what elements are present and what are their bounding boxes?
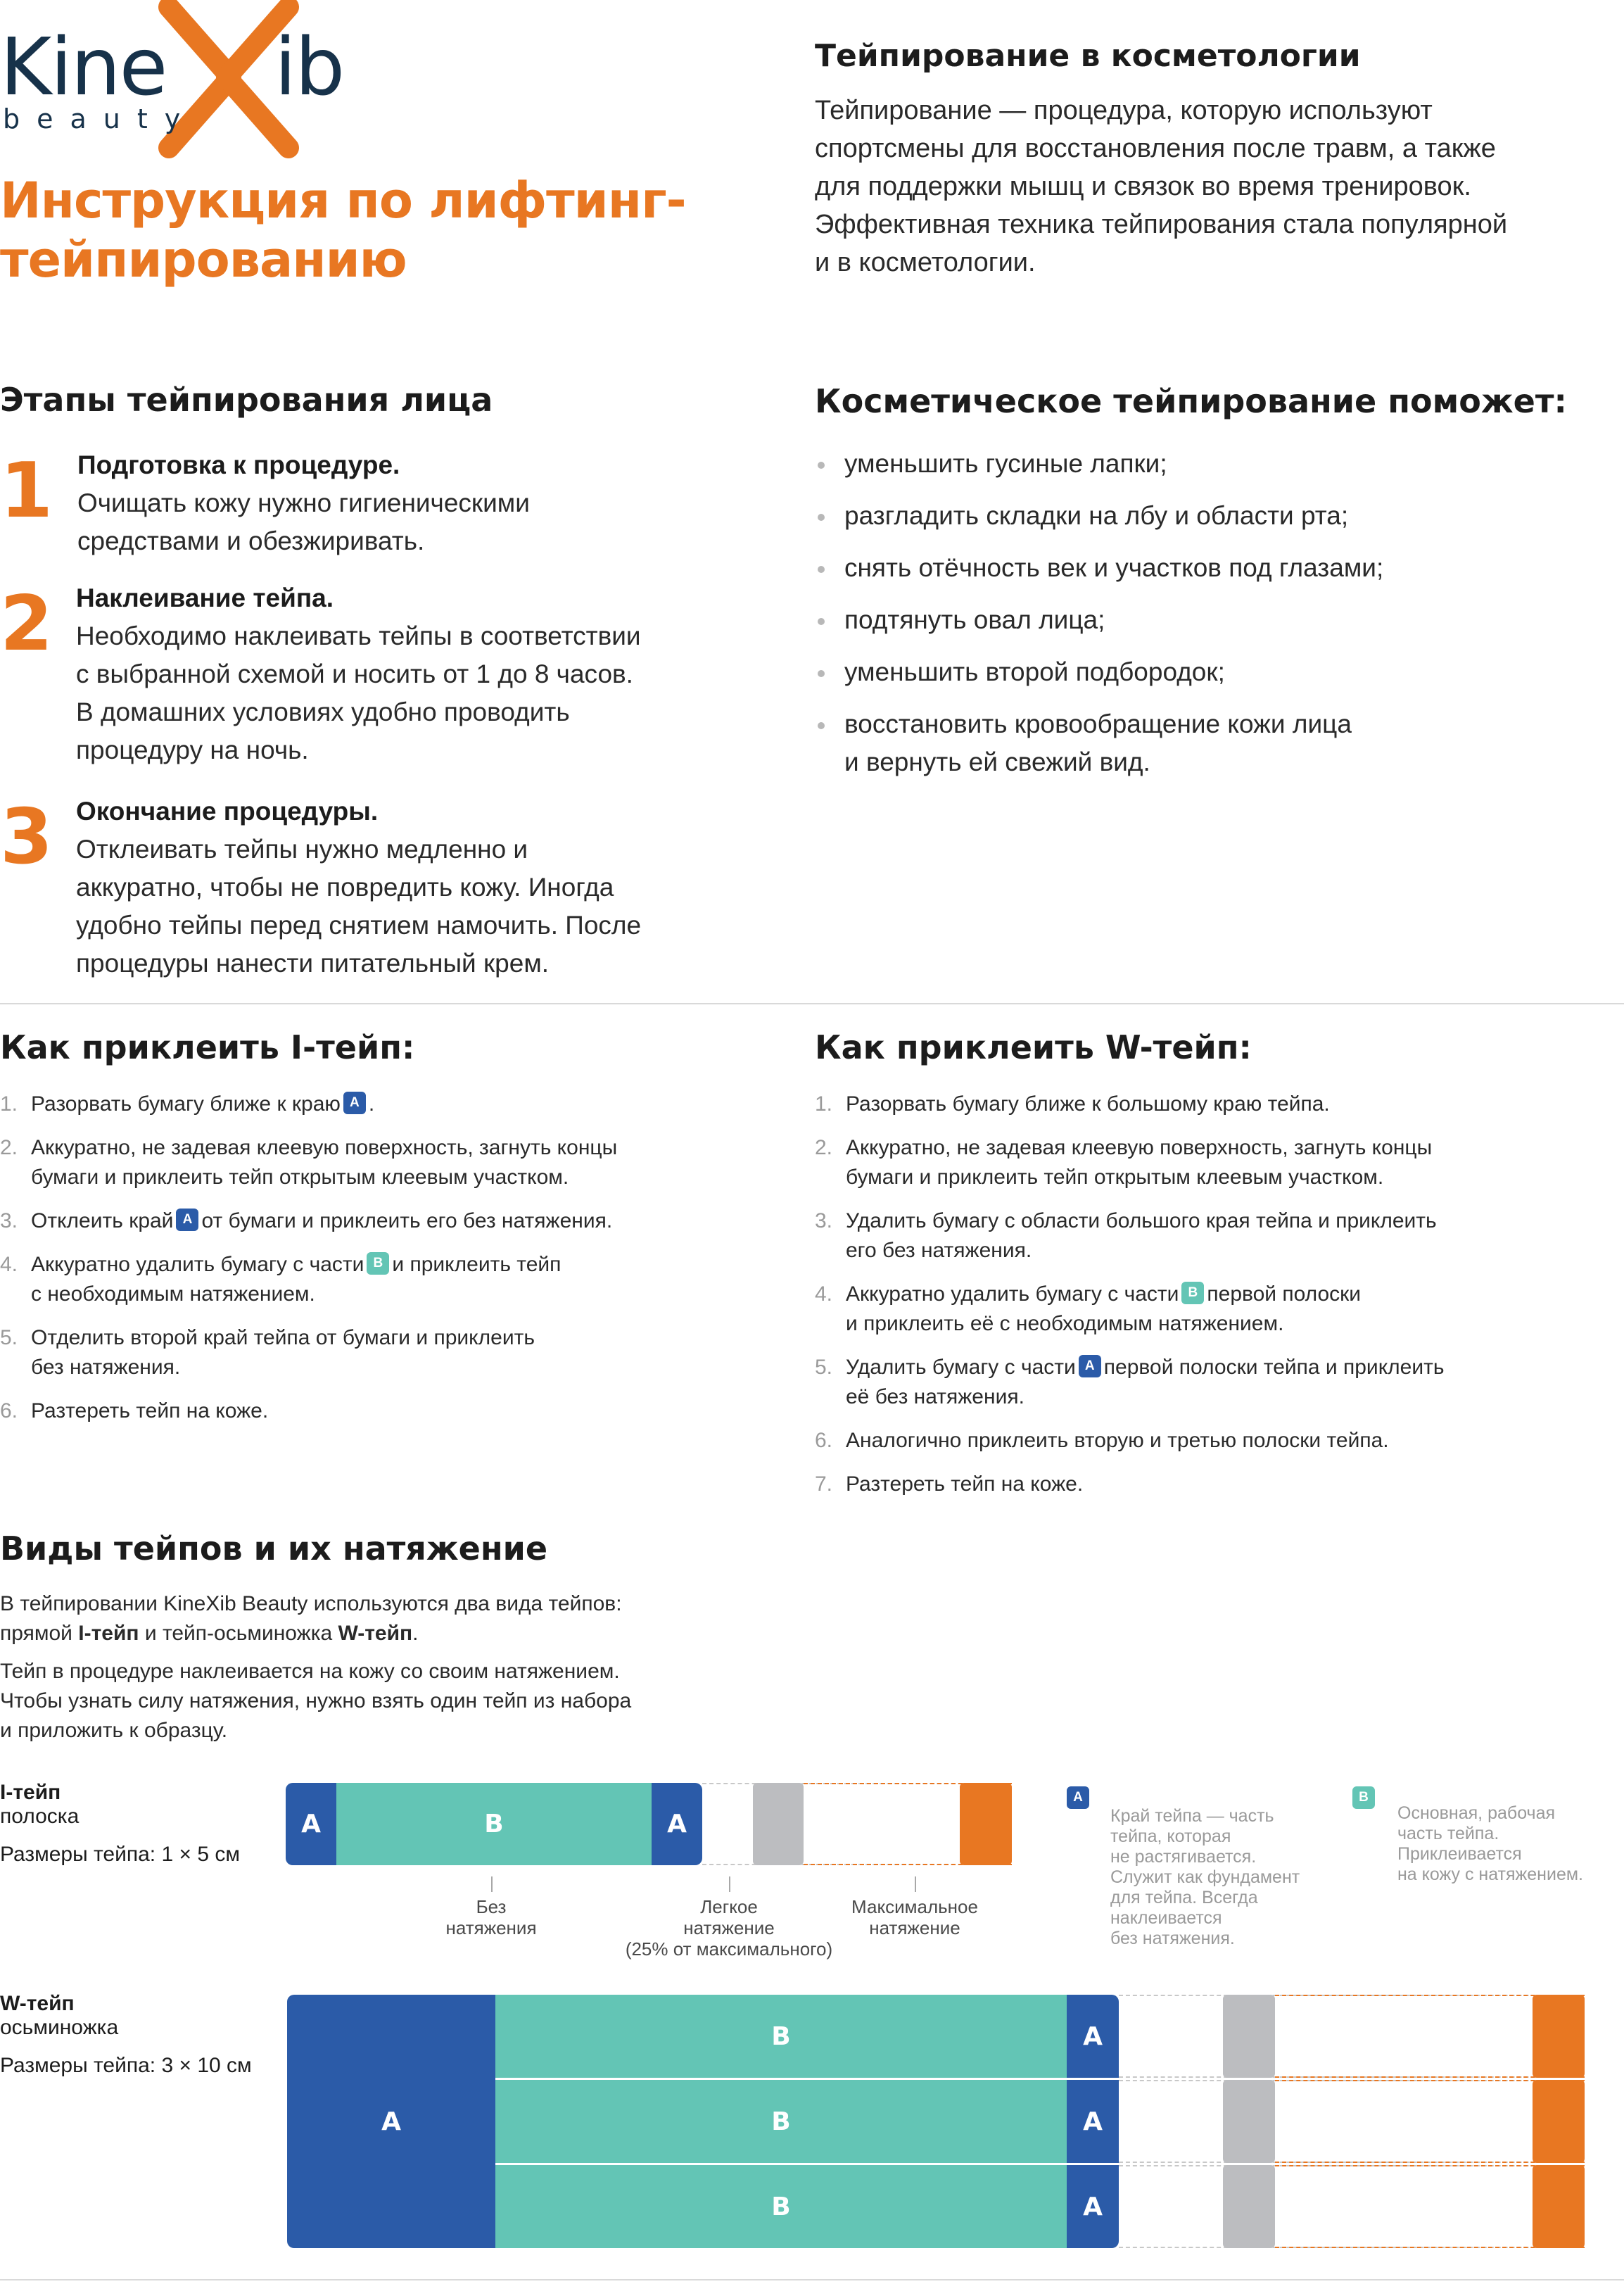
badge-a: A [343, 1092, 366, 1114]
list-item [0, 1396, 774, 1426]
benefits-list [815, 445, 1617, 795]
badge-b: B [1181, 1282, 1204, 1304]
stage-title: Подготовка к процедуре. [77, 450, 400, 479]
step-number: 3. [0, 1209, 18, 1232]
intro-text [815, 92, 1617, 282]
list-item [0, 1133, 774, 1192]
step-text: Разорвать бумагу ближе к краю [31, 1092, 341, 1116]
step-number: 7. [815, 1472, 833, 1496]
list-item [815, 1206, 1617, 1266]
max-tension-marker [1533, 1995, 1585, 2078]
max-tension-marker [1533, 2165, 1585, 2248]
bullet-dot-icon [818, 670, 825, 677]
stage-line: средствами и обезжиривать. [77, 526, 425, 555]
badge-a: A [1079, 1355, 1101, 1377]
stretch-gauge-row [1119, 1995, 1585, 2078]
step-number: 1. [815, 1092, 833, 1116]
legend-a [1067, 1784, 1341, 1949]
step-text: Аккуратно, не задевая клеевую поверхность, загнуть концы [846, 1136, 1433, 1159]
caption-line: Без [476, 1896, 507, 1917]
step-text: Отклеить край [31, 1209, 174, 1232]
step-number: 3. [815, 1209, 833, 1232]
intro-section [815, 37, 1617, 282]
step-number: 6. [815, 1429, 833, 1452]
light-tension-marker [1223, 2165, 1275, 2248]
caption-line: натяжение [869, 1917, 960, 1938]
step-number: 6. [0, 1399, 18, 1422]
step-text: её без натяжения. [846, 1385, 1024, 1408]
types-text: Тейп в процедуре наклеивается на кожу со своим натяжением. [0, 1660, 620, 1683]
w-tape-body [287, 1995, 1119, 2248]
intro-line: и в косметологии. [815, 248, 1036, 277]
max-tension-marker [1533, 2080, 1585, 2163]
legend-line: Приклеивается [1397, 1844, 1522, 1864]
types-paragraph-1 [0, 1589, 774, 1648]
bottom-divider [0, 2279, 1624, 2280]
stage-line: В домашних условиях удобно проводить [76, 698, 570, 726]
step-text: и приклеить тейп [392, 1253, 562, 1276]
caption-light-tension [609, 1896, 849, 1960]
caption-no-tension [421, 1896, 562, 1938]
step-text: Разтереть тейп на коже. [31, 1399, 269, 1422]
step-number: 2. [0, 1136, 18, 1159]
step-number: 5. [815, 1356, 833, 1379]
w-tape-size: Размеры тейпа: 3 × 10 см [0, 2054, 252, 2077]
step-text: и приклеить её с необходимым натяжением. [846, 1312, 1284, 1335]
i-tape-steps [0, 1090, 774, 1440]
badge-a: A [176, 1209, 198, 1231]
intro-line: Тейпирование — процедура, которую используют [815, 96, 1433, 125]
stage-title: Окончание процедуры. [76, 797, 379, 826]
benefit-text: уменьшить второй подбородок; [844, 657, 1225, 686]
legend-line: часть тейпа. [1397, 1824, 1499, 1843]
types-text: В тейпировании KineXib Beauty используются два вида тейпов: [0, 1592, 622, 1615]
step-text: первой полоски [1207, 1282, 1362, 1306]
logo-subtitle: beauty [3, 103, 198, 134]
stage-line: с выбранной схемой и носить от 1 до 8 часов. [76, 660, 633, 688]
badge-b: B [367, 1252, 389, 1275]
max-tension-marker [960, 1783, 1012, 1865]
caption-line: натяжения [445, 1917, 537, 1938]
step-text: Отделить второй край тейпа от бумаги и приклеить [31, 1326, 535, 1349]
legend-line: без натяжения. [1110, 1929, 1235, 1948]
page-title [0, 171, 774, 289]
caption-line: Максимальное [851, 1896, 978, 1917]
caption-line: Легкое [700, 1896, 758, 1917]
stage-line: аккуратно, чтобы не повредить кожу. Иногда [76, 873, 614, 902]
stretch-gauge-row [1119, 2080, 1585, 2163]
list-item [0, 1090, 774, 1119]
step-text: бумаги и приклеить тейп открытым клеевым участком. [846, 1166, 1384, 1189]
step-text: Разорвать бумагу ближе к большому краю тейпа. [846, 1092, 1330, 1116]
stage-title: Наклеивание тейпа. [76, 583, 334, 612]
legend-line: наклеивается [1110, 1908, 1222, 1928]
list-item [815, 549, 1617, 587]
bullet-dot-icon [818, 514, 825, 521]
bullet-dot-icon [818, 722, 825, 729]
step-number: 4. [0, 1253, 18, 1276]
list-item [0, 1250, 774, 1309]
stage-line: Необходимо наклеивать тейпы в соответствии [76, 622, 641, 650]
step-text: от бумаги и приклеить его без натяжения. [201, 1209, 613, 1232]
list-item [815, 705, 1617, 781]
list-item [815, 1280, 1617, 1339]
i-tape-size: Размеры тейпа: 1 × 5 см [0, 1843, 240, 1866]
i-tape-segment-a: A [652, 1783, 702, 1865]
w-tape-subtitle: осьминожка [0, 2016, 119, 2039]
legend-line: Служит как фундамент [1110, 1867, 1300, 1887]
stage-line: Очищать кожу нужно гигиеническими [77, 488, 530, 517]
light-tension-marker [1223, 2080, 1275, 2163]
list-item [0, 1323, 774, 1382]
w-tape-diagram [287, 1995, 1585, 2248]
legend-a-text [1110, 1806, 1341, 1949]
benefit-text: подтянуть овал лица; [844, 605, 1105, 634]
stage-number: 3 [0, 793, 53, 881]
section-divider [0, 1003, 1624, 1004]
types-heading: Виды тейпов и их натяжение [0, 1529, 548, 1567]
step-text: Аккуратно удалить бумагу с части [31, 1253, 364, 1276]
stage-line: процедуры нанести питательный крем. [76, 949, 550, 978]
intro-heading: Тейпирование в косметологии [815, 38, 1361, 74]
step-text: бумаги и приклеить тейп открытым клеевым участком. [31, 1166, 569, 1189]
types-text-bold: I-тейп [78, 1622, 139, 1645]
i-tape-subtitle: полоска [0, 1805, 80, 1828]
stage-line: процедуру на ночь. [76, 736, 309, 764]
types-text: прямой [0, 1622, 79, 1645]
w-tape-steps [815, 1090, 1617, 1513]
w-tape-segment-a: A [1067, 2165, 1119, 2248]
step-text: первой полоски тейпа и приклеить [1103, 1356, 1445, 1379]
step-number: 4. [815, 1282, 833, 1306]
w-tape-heading: Как приклеить W-тейп: [815, 1028, 1252, 1066]
legend-line: не растягивается. [1110, 1847, 1257, 1867]
types-text: и приложить к образцу. [0, 1719, 228, 1742]
list-item [815, 445, 1617, 483]
list-item [815, 601, 1617, 639]
w-tape-segment-b: B [495, 2165, 1067, 2248]
list-item [815, 1133, 1617, 1192]
intro-line: для поддержки мышц и связок во время тренировок. [815, 172, 1471, 201]
stage-number: 1 [0, 447, 53, 535]
step-text: без натяжения. [31, 1356, 181, 1379]
benefit-text: разгладить складки на лбу и области рта; [844, 501, 1349, 530]
intro-line: спортсмены для восстановления после травм, а также [815, 134, 1496, 163]
legend-b-text [1397, 1803, 1620, 1885]
caption-line: (25% от максимального) [625, 1938, 833, 1960]
step-text: с необходимым натяжением. [31, 1282, 315, 1306]
benefit-text: и вернуть ей свежий вид. [844, 747, 1150, 776]
i-tape-body [286, 1783, 702, 1865]
bullet-dot-icon [818, 462, 825, 469]
step-number: 2. [815, 1136, 833, 1159]
light-tension-marker [1223, 1995, 1275, 2078]
step-text: Аккуратно удалить бумагу с части [846, 1282, 1179, 1306]
types-text-bold: W-тейп [338, 1622, 413, 1645]
list-item [0, 1206, 774, 1236]
bullet-dot-icon [818, 566, 825, 573]
legend-line: для тейпа. Всегда [1110, 1888, 1258, 1907]
list-item [815, 1353, 1617, 1412]
step-text: Удалить бумагу с части [846, 1356, 1076, 1379]
stage-line: Отклеивать тейпы нужно медленно и [76, 835, 528, 864]
stage-content [76, 579, 773, 769]
benefit-text: снять отёчность век и участков под глазами; [844, 553, 1384, 582]
page-title-line2: тейпированию [0, 231, 407, 289]
stage-content [77, 446, 774, 560]
legend-line: на кожу с натяжением. [1397, 1865, 1583, 1884]
light-tension-marker [753, 1783, 804, 1865]
step-number: 5. [0, 1326, 18, 1349]
brand-logo [0, 0, 394, 162]
benefits-heading: Косметическое тейпирование поможет: [815, 382, 1567, 420]
i-tape-segment-b: B [336, 1783, 652, 1865]
step-number: 1. [0, 1092, 18, 1116]
list-item [815, 497, 1617, 535]
step-text: . [368, 1092, 375, 1116]
w-tape-segment-a: A [1067, 2080, 1119, 2163]
w-tape-segment-b: B [495, 1995, 1067, 2078]
types-text: . [412, 1622, 419, 1645]
list-item [815, 1426, 1617, 1456]
list-item [815, 1470, 1617, 1499]
legend-line: Основная, рабочая [1397, 1803, 1556, 1823]
benefit-text: уменьшить гусиные лапки; [844, 449, 1167, 478]
tick-light-tension [729, 1876, 730, 1892]
step-text: Аккуратно, не задевая клеевую поверхность, загнуть концы [31, 1136, 618, 1159]
step-text: Аналогично приклеить вторую и третью полоски тейпа. [846, 1429, 1389, 1452]
legend-line: тейпа, которая [1110, 1826, 1231, 1846]
w-tape-segment-b: B [495, 2080, 1067, 2163]
i-tape-diagram [286, 1783, 1012, 1865]
logo-text-right: ib [274, 22, 344, 113]
list-item [815, 653, 1617, 691]
benefit-text: восстановить кровообращение кожи лица [844, 709, 1352, 738]
types-paragraph-2 [0, 1657, 774, 1746]
tick-no-tension [491, 1876, 493, 1892]
stage-number: 2 [0, 580, 53, 668]
badge-a: A [1067, 1786, 1089, 1809]
i-tape-segment-a: A [286, 1783, 336, 1865]
w-tape-segment-a: A [1067, 1995, 1119, 2078]
legend-line: Край тейпа — часть [1110, 1806, 1274, 1826]
intro-line: Эффективная техника тейпирования стала популярной [815, 210, 1508, 239]
stage-content [76, 793, 773, 983]
badge-b: B [1352, 1786, 1375, 1809]
page-title-line1: Инструкция по лифтинг- [0, 172, 686, 229]
list-item [815, 1090, 1617, 1119]
i-tape-labels [0, 1781, 274, 1867]
w-tape-title: W-тейп [0, 1992, 75, 2015]
logo-text-left: Kine [0, 22, 167, 113]
tick-max-tension [915, 1876, 916, 1892]
legend-b [1352, 1781, 1620, 1885]
w-tape-base-a: A [287, 1995, 495, 2248]
bullet-dot-icon [818, 618, 825, 625]
step-text: его без натяжения. [846, 1239, 1032, 1262]
step-text: Удалить бумагу с области большого края тейпа и приклеить [846, 1209, 1437, 1232]
caption-max-tension [830, 1896, 999, 1938]
stretch-gauge-row [1119, 2165, 1585, 2248]
i-tape-title: I-тейп [0, 1781, 61, 1804]
step-text: Разтереть тейп на коже. [846, 1472, 1084, 1496]
stages-heading: Этапы тейпирования лица [0, 381, 493, 419]
types-text: и тейп-осьминожка [139, 1622, 338, 1645]
types-text: Чтобы узнать силу натяжения, нужно взять один тейп из набора [0, 1689, 632, 1712]
i-tape-heading: Как приклеить I-тейп: [0, 1028, 415, 1066]
w-tape-labels [0, 1992, 281, 2078]
caption-line: натяжение [683, 1917, 775, 1938]
stage-line: удобно тейпы перед снятием намочить. После [76, 911, 642, 940]
